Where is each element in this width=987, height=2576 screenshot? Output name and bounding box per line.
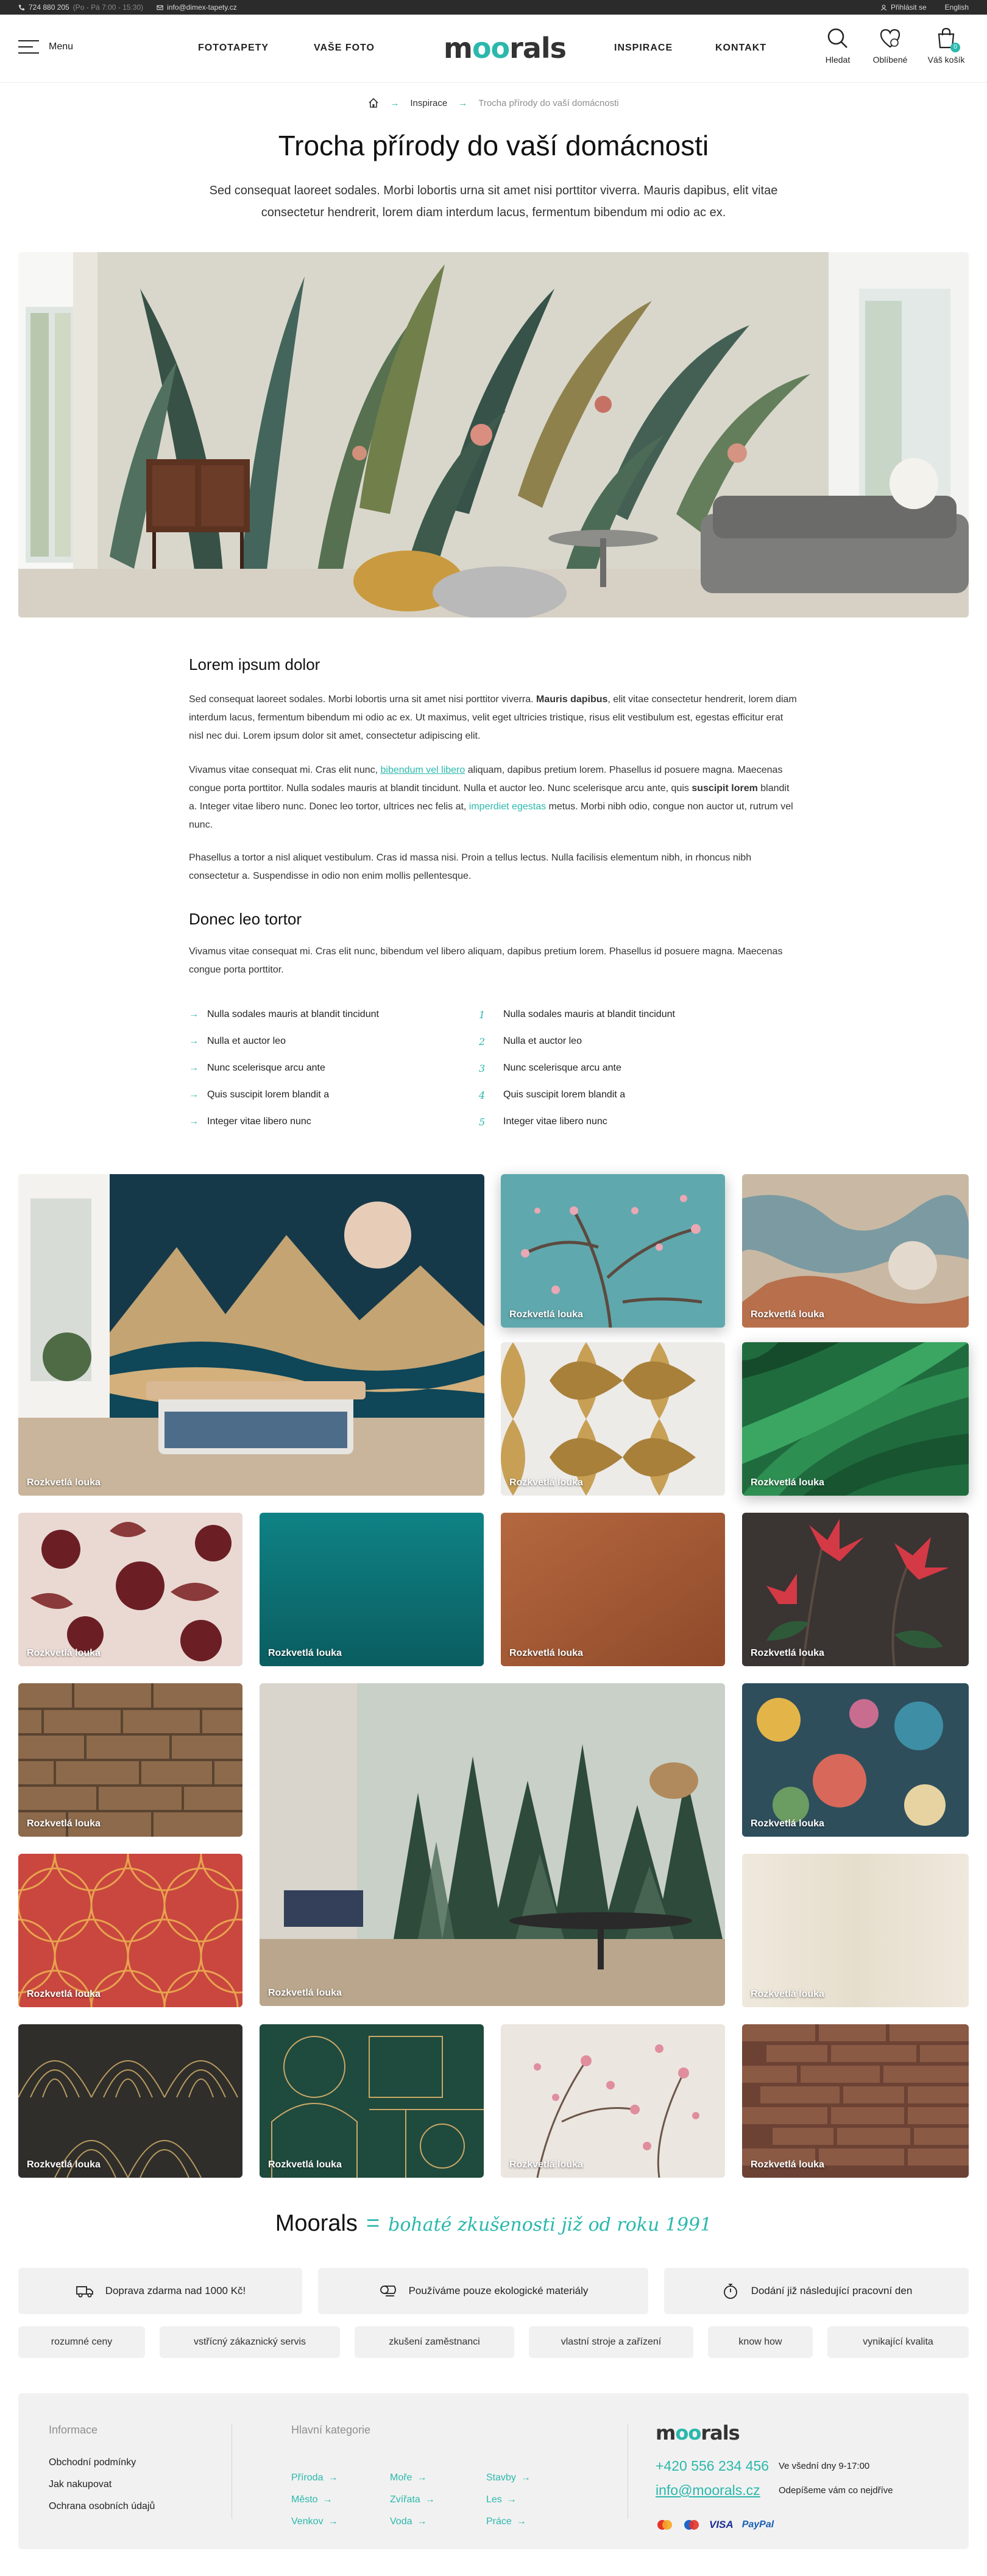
list-item — [189, 1055, 469, 1082]
gallery-image — [260, 1683, 725, 2006]
category-label: Venkov — [291, 2516, 324, 2527]
footer-category-link[interactable] — [486, 2516, 526, 2527]
brand-equals: = — [366, 2211, 380, 2236]
category-label: Zvířata — [390, 2494, 420, 2505]
tile-caption: Rozkvetlá louka — [509, 1309, 583, 1320]
feature-text: Používáme pouze ekologické materiály — [408, 2285, 589, 2296]
footer-category-link[interactable] — [390, 2494, 435, 2505]
mastercard-icon — [656, 2519, 674, 2531]
tile-caption: Rozkvetlá louka — [27, 1818, 101, 1829]
p3-text: Phasellus a tortor a nisl aliquet vestibulum. Cras id massa nisi. Proin a tellus lectus. Nulla facilisis elementum nibh, in rhoncus nibh consectetur a. Suspendisse in odio non enim mollis pellentesque. — [189, 853, 752, 881]
footer-category-link[interactable] — [291, 2494, 333, 2505]
list-number: 3 — [479, 1062, 486, 1074]
gallery-tile[interactable] — [18, 1174, 484, 1496]
list-number: 1 — [479, 1008, 486, 1021]
footer-info-column — [49, 2424, 155, 2523]
brand-name: Moorals — [275, 2211, 358, 2236]
gallery-image — [18, 1683, 242, 1837]
p1-bold: Mauris dapibus — [536, 694, 608, 705]
p2-bold: suscipit lorem — [692, 783, 758, 794]
favorites-button[interactable] — [863, 27, 918, 65]
site-header — [0, 15, 987, 83]
arrow-right-icon: → — [189, 1036, 199, 1046]
tile-caption: Rozkvetlá louka — [751, 1989, 824, 1999]
topbar-hours: (Po - Pá 7:00 - 15:30) — [73, 3, 144, 12]
nav-fototapety[interactable]: FOTOTAPETY — [198, 43, 269, 53]
value-pill: vstřícný zákaznický servis — [160, 2326, 340, 2358]
list-item — [479, 1108, 759, 1135]
p2-text-4: metus. Morbi nibh odio, congue non auctor ut, rutrum vel nunc. — [189, 801, 793, 830]
user-icon — [880, 4, 887, 11]
category-label: Les — [486, 2494, 502, 2505]
arrow-right-icon: → — [417, 2472, 427, 2483]
gallery-tile[interactable] — [501, 2024, 725, 2178]
footer-category-link[interactable] — [291, 2472, 338, 2483]
article-paragraph-2 — [189, 761, 798, 834]
breadcrumb-current: Trocha přírody do vaší domácnosti — [478, 97, 619, 108]
footer-info-heading: Informace — [49, 2424, 98, 2436]
arrow-right-icon: → — [520, 2472, 531, 2483]
list-item-text: Nulla sodales mauris at blandit tincidunt — [503, 1009, 675, 1019]
heart-icon — [879, 27, 902, 50]
list-number: 2 — [479, 1035, 486, 1047]
hero-image — [18, 252, 969, 618]
footer-category-link[interactable] — [390, 2516, 426, 2527]
gallery-image — [742, 1683, 969, 1837]
maestro-icon — [682, 2519, 701, 2531]
list-item — [479, 1055, 759, 1082]
gallery-image — [18, 1854, 242, 2007]
footer-link-howto[interactable]: Jak nakupovat — [49, 2479, 112, 2490]
gallery-tile[interactable] — [742, 2024, 969, 2178]
arrow-right-icon: → — [189, 1063, 199, 1073]
topbar-phone[interactable] — [18, 3, 143, 12]
article-paragraph-1 — [189, 691, 798, 745]
list-item-text: Nunc scelerisque arcu ante — [503, 1063, 621, 1073]
paypal-logo: PayPal — [741, 2519, 774, 2530]
gallery-tile[interactable] — [742, 1854, 969, 2007]
feature-shipping — [18, 2268, 302, 2314]
gallery-tile[interactable] — [742, 1683, 969, 1837]
list-number: 4 — [479, 1089, 486, 1101]
gallery-image — [18, 2024, 242, 2178]
gallery-image — [18, 1174, 484, 1496]
tile-caption: Rozkvetlá louka — [268, 1988, 342, 1998]
gallery-tile[interactable] — [18, 1513, 242, 1666]
category-label: Moře — [390, 2472, 412, 2483]
gallery-tile[interactable] — [260, 1513, 484, 1666]
page-title: Trocha přírody do vaší domácnosti — [278, 130, 709, 161]
p2-text: Vivamus vitae consequat mi. Cras elit nunc, — [189, 765, 381, 775]
brand-tagline — [0, 2211, 987, 2237]
list-item-text: Quis suscipit lorem blandit a — [207, 1089, 330, 1100]
value-pill: vlastní stroje a zařízení — [529, 2326, 693, 2358]
gallery-image — [742, 2024, 969, 2178]
stopwatch-icon — [721, 2281, 740, 2301]
top-bar — [0, 0, 987, 15]
gallery-image — [260, 1513, 484, 1666]
footer-link-privacy[interactable]: Ochrana osobních údajů — [49, 2501, 155, 2511]
gallery-image — [260, 2024, 484, 2178]
footer-category-link[interactable] — [291, 2516, 338, 2527]
tile-caption: Rozkvetlá louka — [27, 1989, 101, 1999]
brand-slogan: bohaté zkušenosti již od roku 1991 — [388, 2214, 712, 2236]
footer-email[interactable]: info@moorals.cz — [656, 2482, 760, 2498]
search-icon — [826, 27, 849, 50]
footer-phone[interactable]: +420 556 234 456 — [656, 2458, 769, 2474]
p2-text-3: blandit a. Integer vitae libero nunc. Donec leo tortor, ultrices nec felis at, — [189, 783, 790, 812]
paper-roll-icon — [378, 2281, 398, 2301]
feature-text: Doprava zdarma nad 1000 Kč! — [105, 2285, 246, 2296]
footer-logo[interactable]: moorals — [656, 2421, 740, 2444]
arrow-right-icon: → — [417, 2516, 427, 2527]
footer-link-terms[interactable]: Obchodní podmínky — [49, 2457, 136, 2468]
p2-text-2: aliquam, dapibus pretium lorem. Phasellus id posuere magna. Maecenas congue porta porttitor. Nulla sodales mauris at blandit tincidunt. Nulla et auctor leo. Nunc scelerisque arcu ante, quis — [189, 765, 783, 794]
footer-category-link[interactable] — [486, 2472, 531, 2483]
tile-caption: Rozkvetlá louka — [751, 1818, 824, 1829]
footer-categories-heading-wrap — [291, 2424, 370, 2457]
gallery-image — [501, 1513, 725, 1666]
gallery-tile[interactable] — [501, 1174, 725, 1328]
arrow-right-icon: → — [189, 1089, 199, 1100]
category-label: Město — [291, 2494, 318, 2505]
topbar-email[interactable] — [157, 3, 237, 12]
visa-logo: VISA — [709, 2519, 734, 2530]
search-label: Hledat — [825, 55, 851, 65]
bullet-list — [189, 1001, 469, 1135]
gallery-image — [501, 2024, 725, 2178]
list-item — [479, 1001, 759, 1028]
footer-email-note: Odepíšeme vám co nejdříve — [779, 2485, 893, 2496]
article-paragraph-3 — [189, 849, 798, 885]
list-item — [189, 1001, 469, 1028]
gallery-image — [742, 1854, 969, 2007]
tile-caption: Rozkvetlá louka — [27, 2159, 101, 2170]
home-icon[interactable] — [368, 97, 379, 108]
feature-delivery — [664, 2268, 969, 2314]
list-item-text: Quis suscipit lorem blandit a — [503, 1089, 626, 1100]
breadcrumb-separator-icon: → — [458, 97, 468, 108]
arrow-right-icon: → — [425, 2494, 435, 2505]
arrow-right-icon: → — [328, 2516, 338, 2527]
list-item-text: Nulla et auctor leo — [503, 1036, 582, 1046]
nav-vase-foto[interactable]: VAŠE FOTO — [314, 43, 375, 53]
p1-text-2: , elit vitae consectetur hendrerit, lorem diam interdum lacus, fermentum bibendum mi odio ac ex. Ut maximus, velit eget ultricies tristique, risus elit vestibulum est, egestas efficitur erat nisl nec dui. Lorem ipsum dolor sit amet, consectetur adipiscing elit. — [189, 694, 797, 741]
list-item-text: Nulla sodales mauris at blandit tincidunt — [207, 1009, 379, 1019]
gallery-image — [501, 1342, 725, 1496]
gallery-tile[interactable] — [260, 1683, 725, 2006]
list-number: 5 — [479, 1116, 486, 1128]
p2-teal-text: imperdiet egestas — [469, 801, 547, 812]
list-item-text: Integer vitae libero nunc — [207, 1116, 311, 1127]
cart-count-badge: 0 — [950, 43, 960, 52]
footer-category-link[interactable] — [390, 2472, 426, 2483]
topbar-email-text: info@dimex-tapety.cz — [167, 3, 237, 12]
gallery-image — [501, 1174, 725, 1328]
list-item — [479, 1082, 759, 1108]
menu-button[interactable] — [18, 40, 73, 54]
search-button[interactable] — [810, 27, 865, 65]
payment-methods — [656, 2519, 774, 2531]
feature-text: Dodání již následující pracovní den — [751, 2285, 913, 2296]
category-label: Voda — [390, 2516, 412, 2527]
list-item-text: Nulla et auctor leo — [207, 1036, 286, 1046]
tile-caption: Rozkvetlá louka — [751, 1309, 824, 1320]
login-label: Přihlásit se — [890, 3, 927, 12]
footer-phone-hours: Ve všední dny 9-17:00 — [779, 2461, 870, 2471]
nav-inspirace[interactable]: INSPIRACE — [614, 43, 673, 53]
list-item — [189, 1082, 469, 1108]
article-link[interactable]: bibendum vel libero — [380, 765, 465, 775]
article-heading-1: Lorem ipsum dolor — [189, 655, 320, 674]
article-heading-2: Donec leo tortor — [189, 910, 302, 928]
topbar-phone-number: 724 880 205 — [29, 3, 69, 12]
gallery-tile[interactable] — [18, 1854, 242, 2007]
category-label: Práce — [486, 2516, 512, 2527]
category-label: Stavby — [486, 2472, 516, 2483]
value-pill: vynikající kvalita — [827, 2326, 969, 2358]
footer-categories-heading: Hlavní kategorie — [291, 2424, 371, 2436]
gallery-tile[interactable] — [260, 2024, 484, 2178]
nav-kontakt[interactable]: KONTAKT — [715, 43, 767, 53]
favorites-label: Oblíbené — [872, 55, 908, 65]
tile-caption: Rozkvetlá louka — [509, 1477, 583, 1488]
value-pill: zkušení zaměstnanci — [355, 2326, 514, 2358]
arrow-right-icon: → — [189, 1116, 199, 1127]
tile-caption: Rozkvetlá louka — [27, 1477, 101, 1488]
tile-caption: Rozkvetlá louka — [27, 1648, 101, 1658]
menu-label: Menu — [49, 41, 74, 52]
gallery-image — [18, 1513, 242, 1666]
article-paragraph-4 — [189, 943, 798, 979]
breadcrumb-separator-icon: → — [390, 97, 400, 108]
gallery-image — [742, 1174, 969, 1328]
p4-text: Vivamus vitae consequat mi. Cras elit nunc, bibendum vel libero aliquam, dapibus pretium lorem. Phasellus id posuere magna. Maecenas congue porta porttitor. — [189, 946, 783, 975]
cart-label: Váš košík — [927, 55, 965, 65]
arrow-right-icon: → — [189, 1009, 199, 1019]
arrow-right-icon: → — [322, 2494, 333, 2505]
list-item — [189, 1028, 469, 1055]
truck-icon — [75, 2281, 94, 2301]
tile-caption: Rozkvetlá louka — [751, 1648, 824, 1658]
category-label: Příroda — [291, 2472, 324, 2483]
value-pill: rozumné ceny — [18, 2326, 145, 2358]
language-switch[interactable]: English — [944, 3, 969, 12]
arrow-right-icon: → — [506, 2494, 517, 2505]
phone-icon — [18, 4, 25, 11]
gallery-image — [742, 1342, 969, 1496]
gallery-tile[interactable] — [18, 1683, 242, 1837]
site-logo[interactable]: moorals — [444, 32, 567, 65]
feature-eco — [318, 2268, 648, 2314]
gallery-tile[interactable] — [501, 1342, 725, 1496]
gallery-tile[interactable] — [742, 1342, 969, 1496]
gallery-tile[interactable] — [742, 1513, 969, 1666]
list-item-text: Integer vitae libero nunc — [503, 1116, 607, 1127]
tile-caption: Rozkvetlá louka — [268, 1648, 342, 1658]
list-item-text: Nunc scelerisque arcu ante — [207, 1063, 325, 1073]
login-link[interactable] — [880, 3, 927, 12]
numbered-list — [479, 1001, 759, 1135]
arrow-right-icon: → — [516, 2516, 526, 2527]
tile-caption: Rozkvetlá louka — [509, 2159, 583, 2170]
mail-icon — [157, 4, 163, 11]
list-item — [479, 1028, 759, 1055]
gallery-image — [742, 1513, 969, 1666]
gallery-tile[interactable] — [742, 1174, 969, 1328]
article-heading-1-wrap — [189, 655, 798, 674]
article-heading-2-wrap — [189, 910, 798, 928]
p1-text: Sed consequat laoreet sodales. Morbi lobortis urna sit amet nisi porttitor viverra. — [189, 694, 537, 705]
breadcrumb — [0, 97, 987, 108]
hamburger-icon — [18, 40, 39, 54]
gallery-tile[interactable] — [501, 1513, 725, 1666]
cart-button[interactable] — [919, 27, 974, 65]
list-item — [189, 1108, 469, 1135]
value-pill: know how — [708, 2326, 813, 2358]
breadcrumb-inspirace[interactable]: Inspirace — [410, 97, 448, 108]
tile-caption: Rozkvetlá louka — [509, 1648, 583, 1658]
tile-caption: Rozkvetlá louka — [751, 2159, 824, 2170]
page-lead: Sed consequat laoreet sodales. Morbi lobortis urna sit amet nisi porttitor viverra. Mauris dapibus, elit vitae consectetur hendrerit, lorem diam interdum lacus, fermentum bibendum mi odio ac ex. — [209, 184, 778, 219]
gallery-tile[interactable] — [18, 2024, 242, 2178]
arrow-right-icon: → — [328, 2472, 338, 2483]
tile-caption: Rozkvetlá louka — [268, 2159, 342, 2170]
tile-caption: Rozkvetlá louka — [751, 1477, 824, 1488]
footer-category-link[interactable] — [486, 2494, 517, 2505]
